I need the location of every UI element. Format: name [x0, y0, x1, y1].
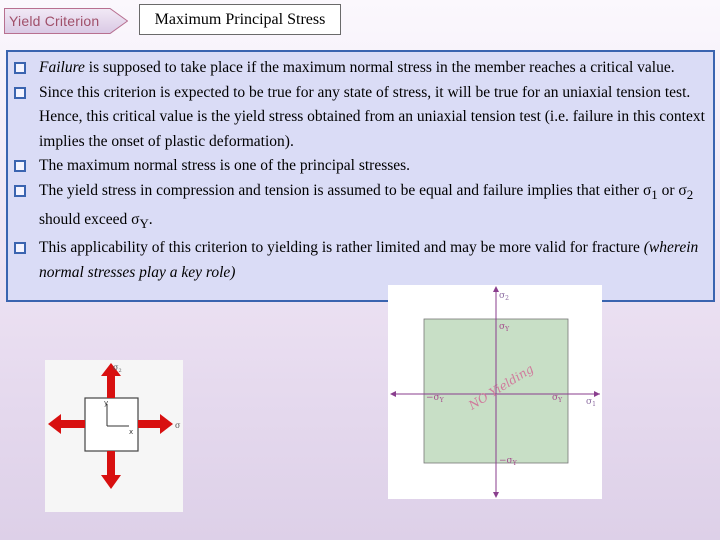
bullet-text: is supposed to take place if the maximum normal stress in the member reaches a critical value. — [84, 59, 675, 76]
bullet-text: Since this criterion is expected to be true for any state of stress, it will be true for an uniaxial tension test. Hence, this critical value is the yield stress obtained from an uniaxial tension test (i.e. failure in this context implies the onset of plastic deformation). — [39, 83, 705, 150]
bullet-text: should exceed — [39, 210, 132, 228]
sigma1-label: σ — [175, 421, 181, 430]
bullet-item — [8, 236, 713, 285]
sigma-subscript: Y — [139, 215, 149, 231]
stress-element-figure — [45, 360, 183, 512]
sigma-symbol: σ — [642, 181, 652, 199]
inner-x-label: x — [129, 428, 134, 436]
sigma-subscript: 1 — [651, 187, 658, 203]
inner-y-label: y — [104, 399, 109, 407]
bullet-item — [8, 81, 713, 155]
bullet-item — [8, 179, 713, 236]
bullet-emphasis: Failure — [39, 59, 85, 76]
content-box — [6, 50, 715, 302]
slide-title: Maximum Principal Stress — [139, 4, 341, 35]
sigma-symbol: σ — [678, 181, 687, 199]
sigma2-label: $\sigma_2$ — [113, 363, 122, 374]
bullet-text: . — [148, 210, 153, 228]
bullet-text: This applicability of this criterion to yielding is rather limited and may be more valid for fracture — [39, 239, 644, 257]
axis-sigma1-label: $\sigma_1$ — [586, 397, 596, 408]
no-yielding-label: NO Yielding — [466, 361, 536, 413]
bullet-emphasis: (wherein normal stresses play a key role) — [39, 239, 699, 281]
bullet-list — [8, 52, 713, 286]
axis-sigma2-label: $\sigma_2$ — [499, 291, 509, 302]
bullet-text: The maximum normal stress is one of the principal stresses. — [39, 157, 411, 175]
sigma-y-bottom-label: $-\sigma_Y$ — [499, 456, 517, 467]
bullet-item — [8, 154, 713, 179]
bullet-item — [8, 56, 713, 81]
yield-envelope-figure — [388, 285, 602, 499]
sigma-y-right-label: $\sigma_Y$ — [552, 393, 563, 404]
section-tag-label: Yield Criterion — [9, 13, 100, 29]
square-bullet-icon — [14, 242, 26, 254]
sigma-y-left-label: $-\sigma_Y$ — [426, 393, 444, 404]
square-bullet-icon — [14, 185, 26, 197]
square-bullet-icon — [14, 62, 26, 74]
stress-element-square — [85, 398, 138, 451]
bullet-text: The yield stress in compression and tension is assumed to be equal and failure implies that either — [39, 181, 643, 199]
square-bullet-icon — [14, 87, 26, 99]
square-bullet-icon — [14, 160, 26, 172]
sigma-subscript: 2 — [686, 187, 694, 203]
bullet-text: or — [657, 181, 679, 199]
sigma-y-top-label: $\sigma_Y$ — [499, 322, 510, 333]
sigma-symbol: σ — [131, 210, 140, 228]
